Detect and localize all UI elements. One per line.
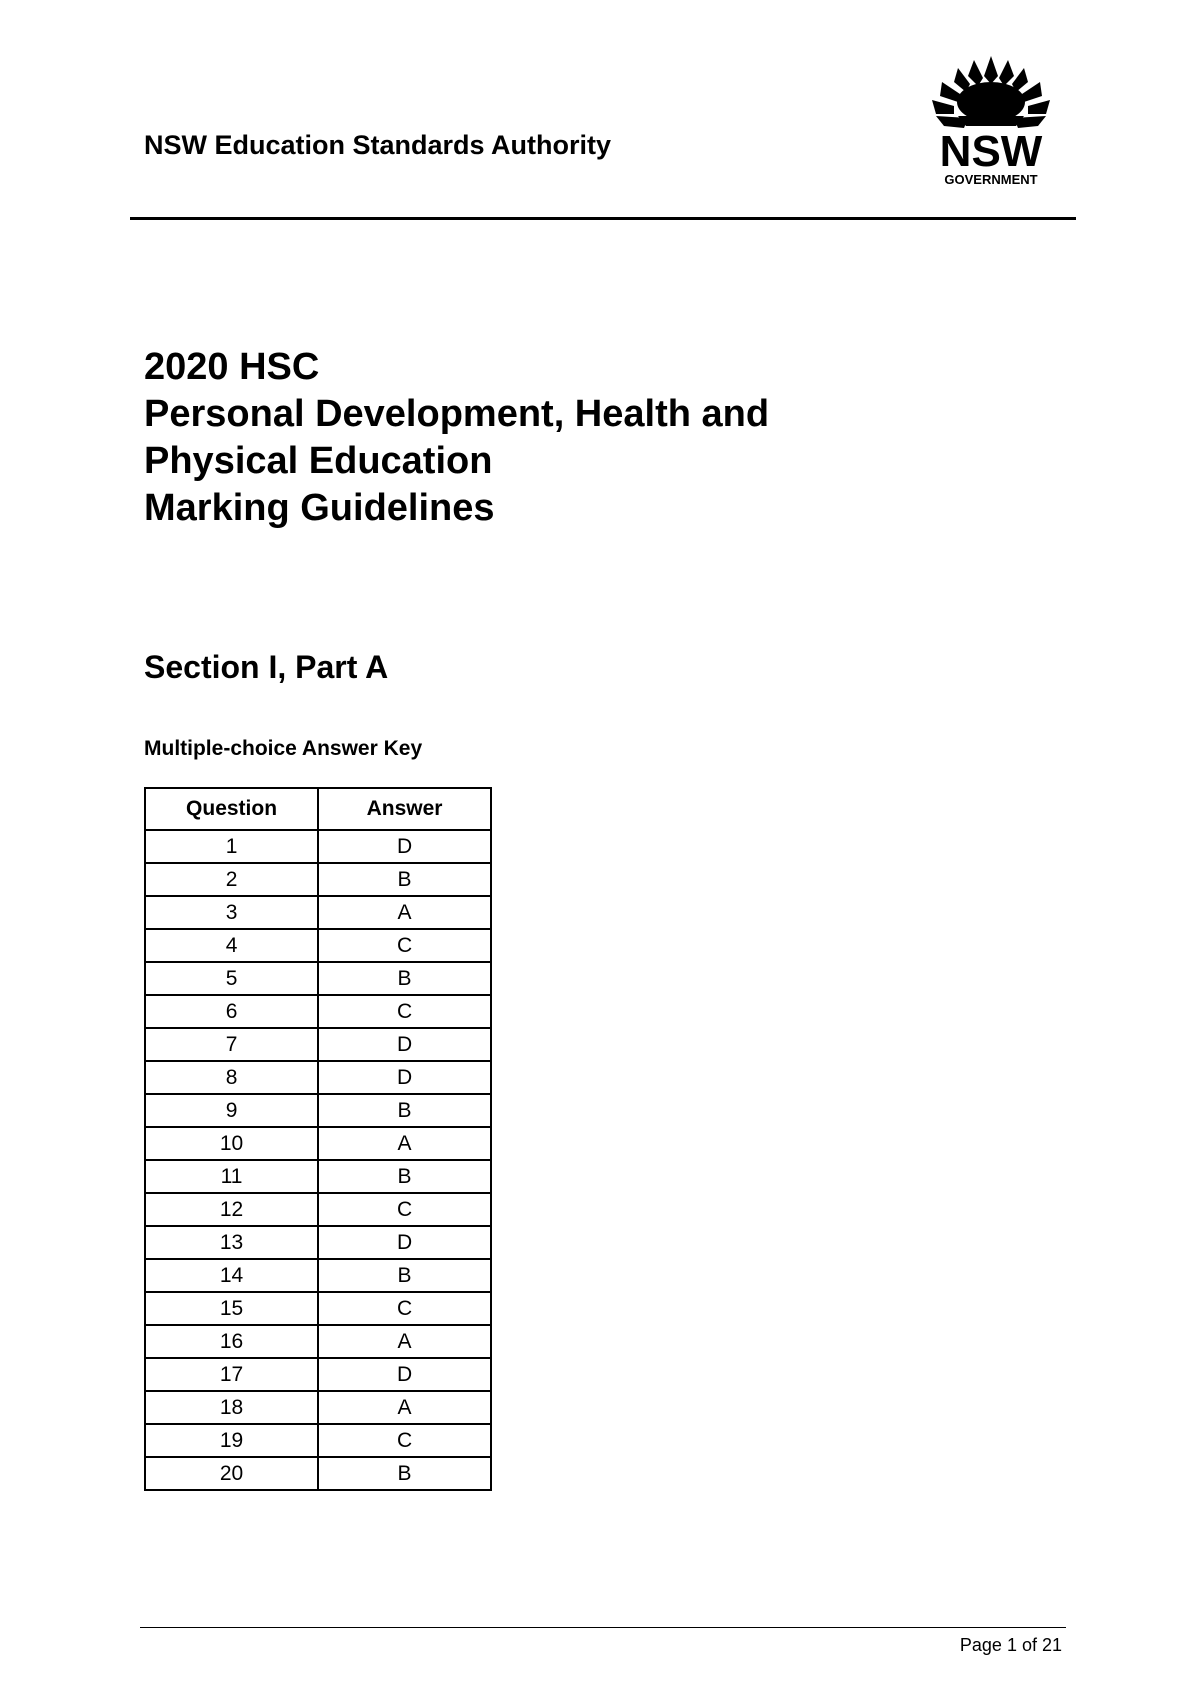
header-authority: NSW Education Standards Authority xyxy=(144,130,612,160)
table-row xyxy=(145,830,491,863)
answer-cell: D xyxy=(318,830,491,863)
question-number-cell: 20 xyxy=(145,1457,318,1490)
table-row xyxy=(145,1193,491,1226)
table-row xyxy=(145,1358,491,1391)
table-row xyxy=(145,1259,491,1292)
footer-rule xyxy=(140,1627,1066,1628)
logo-government-text: GOVERNMENT xyxy=(944,172,1038,187)
question-number-cell: 9 xyxy=(145,1094,318,1127)
table-row xyxy=(145,1424,491,1457)
answer-cell: B xyxy=(318,1094,491,1127)
answer-cell: B xyxy=(318,962,491,995)
answer-cell: A xyxy=(318,896,491,929)
question-number-cell: 6 xyxy=(145,995,318,1028)
table-row xyxy=(145,1094,491,1127)
question-number-cell: 15 xyxy=(145,1292,318,1325)
page-number: Page 1 of 21 xyxy=(959,1635,1062,1655)
answer-cell: D xyxy=(318,1061,491,1094)
title-line-subject-1: Personal Development, Health and xyxy=(144,393,770,435)
table-row xyxy=(145,1160,491,1193)
table-row xyxy=(145,896,491,929)
question-number-cell: 16 xyxy=(145,1325,318,1358)
column-header-question: Question xyxy=(145,788,318,830)
answer-cell: D xyxy=(318,1226,491,1259)
answer-cell: C xyxy=(318,929,491,962)
table-row xyxy=(145,1457,491,1490)
answer-cell: C xyxy=(318,1292,491,1325)
table-row xyxy=(145,1061,491,1094)
question-number-cell: 11 xyxy=(145,1160,318,1193)
table-row xyxy=(145,1226,491,1259)
document-title xyxy=(144,344,769,532)
answer-cell: B xyxy=(318,863,491,896)
table-row xyxy=(145,1028,491,1061)
question-number-cell: 4 xyxy=(145,929,318,962)
table-row xyxy=(145,1127,491,1160)
answer-cell: A xyxy=(318,1391,491,1424)
question-number-cell: 18 xyxy=(145,1391,318,1424)
answer-cell: A xyxy=(318,1325,491,1358)
answer-cell: D xyxy=(318,1358,491,1391)
table-row xyxy=(145,1292,491,1325)
answer-cell: B xyxy=(318,1259,491,1292)
answer-cell: B xyxy=(318,1457,491,1490)
table-row xyxy=(145,1325,491,1358)
question-number-cell: 10 xyxy=(145,1127,318,1160)
section-heading: Section I, Part A xyxy=(144,649,389,685)
title-line-guidelines: Marking Guidelines xyxy=(144,487,495,529)
logo-nsw-text: NSW xyxy=(939,127,1043,176)
question-number-cell: 17 xyxy=(145,1358,318,1391)
question-number-cell: 7 xyxy=(145,1028,318,1061)
title-line-subject-2: Physical Education xyxy=(144,440,493,482)
answer-cell: C xyxy=(318,995,491,1028)
answer-cell: B xyxy=(318,1160,491,1193)
question-number-cell: 1 xyxy=(145,830,318,863)
question-number-cell: 2 xyxy=(145,863,318,896)
answer-key-table xyxy=(144,787,492,1491)
answer-key-header-row xyxy=(145,788,491,830)
question-number-cell: 3 xyxy=(145,896,318,929)
table-row xyxy=(145,929,491,962)
table-row xyxy=(145,863,491,896)
answer-cell: C xyxy=(318,1424,491,1457)
question-number-cell: 12 xyxy=(145,1193,318,1226)
column-header-answer: Answer xyxy=(318,788,491,830)
question-number-cell: 19 xyxy=(145,1424,318,1457)
question-number-cell: 14 xyxy=(145,1259,318,1292)
header-rule xyxy=(130,217,1076,220)
answer-cell: A xyxy=(318,1127,491,1160)
question-number-cell: 13 xyxy=(145,1226,318,1259)
answer-key-label: Multiple-choice Answer Key xyxy=(144,737,423,760)
question-number-cell: 5 xyxy=(145,962,318,995)
answer-cell: D xyxy=(318,1028,491,1061)
title-line-year: 2020 HSC xyxy=(144,346,320,388)
question-number-cell: 8 xyxy=(145,1061,318,1094)
table-row xyxy=(145,995,491,1028)
nsw-government-logo-icon xyxy=(928,54,1054,188)
answer-cell: C xyxy=(318,1193,491,1226)
table-row xyxy=(145,962,491,995)
table-row xyxy=(145,1391,491,1424)
